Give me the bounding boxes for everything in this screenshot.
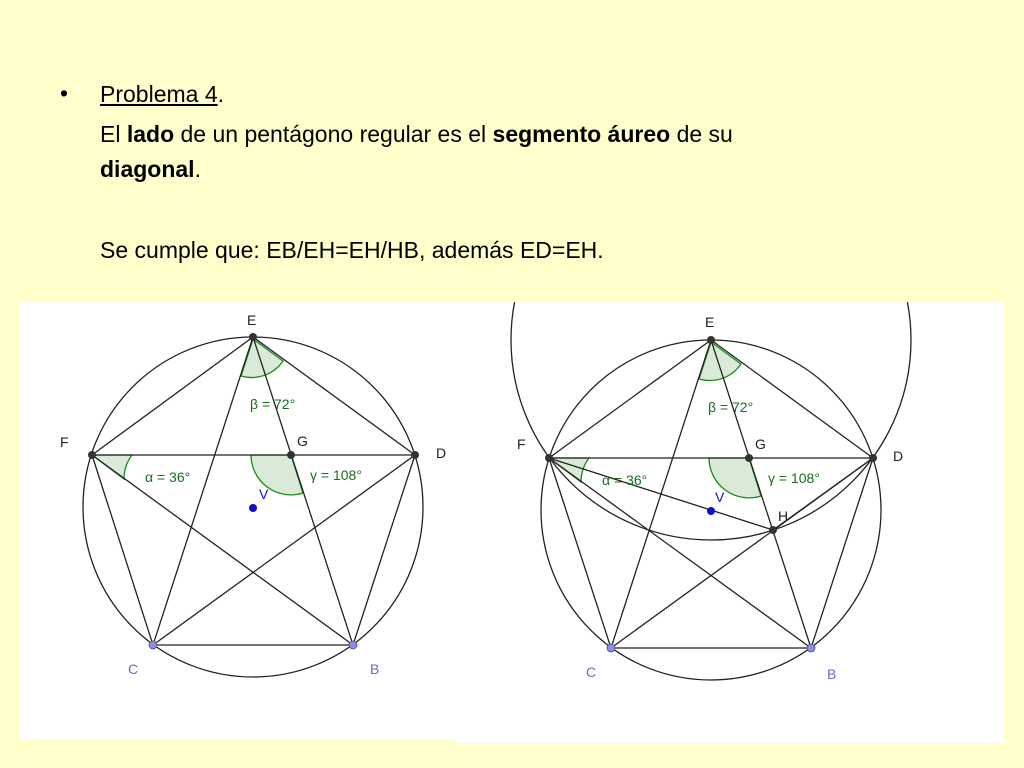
left-point-D bbox=[411, 451, 419, 459]
right-label-C: C bbox=[586, 664, 597, 680]
left-point-E bbox=[249, 333, 257, 341]
relation-text: Se cumple que: EB/EH=EH/HB, además ED=EH. bbox=[100, 237, 604, 263]
right-angle-gamma-label: γ = 108° bbox=[768, 470, 820, 486]
left-angle-beta-arc bbox=[241, 339, 283, 378]
right-label-V: V bbox=[715, 489, 725, 505]
right-points bbox=[545, 336, 877, 652]
bullet-marker: • bbox=[60, 80, 69, 106]
left-point-C bbox=[149, 641, 157, 649]
left-label-F: F bbox=[60, 434, 69, 450]
left-label-V: V bbox=[259, 486, 269, 502]
problem-title: Problema 4 bbox=[100, 81, 218, 107]
right-label-G: G bbox=[755, 436, 766, 452]
left-point-V bbox=[249, 504, 257, 512]
right-point-F bbox=[545, 454, 553, 462]
left-label-G: G bbox=[297, 433, 308, 449]
right-label-E: E bbox=[705, 314, 715, 330]
right-angle-alpha-label: α = 36° bbox=[602, 472, 648, 488]
statement-text: de su bbox=[670, 121, 733, 147]
right-point-B bbox=[807, 644, 815, 652]
left-side-FE bbox=[92, 337, 253, 455]
right-label-H: H bbox=[778, 508, 789, 524]
right-side-FE bbox=[549, 340, 711, 458]
statement-bold-lado: lado bbox=[126, 121, 175, 147]
left-angle-gamma-label: γ = 108° bbox=[310, 467, 362, 483]
right-point-G bbox=[745, 454, 753, 462]
left-diagonal-FB bbox=[92, 455, 353, 645]
right-diagonal-EB bbox=[711, 340, 811, 648]
right-point-D bbox=[869, 454, 877, 462]
right-side-DB bbox=[811, 458, 873, 648]
left-angle-beta-label: β = 72° bbox=[250, 396, 296, 412]
right-diagonal-FB bbox=[549, 458, 811, 648]
statement-text: . bbox=[194, 156, 201, 182]
right-point-C bbox=[607, 644, 615, 652]
statement-text: El bbox=[100, 121, 127, 147]
statement-text: de un pentágono regular es el bbox=[174, 121, 493, 147]
left-diagonal-EC bbox=[153, 337, 253, 645]
right-point-V bbox=[707, 507, 715, 515]
right-point-H bbox=[769, 526, 777, 534]
left-point-G bbox=[287, 451, 295, 459]
right-angle-beta-arc bbox=[699, 342, 741, 381]
left-label-D: D bbox=[436, 445, 447, 461]
left-points bbox=[88, 333, 419, 649]
right-label-D: D bbox=[893, 448, 904, 464]
right-label-B: B bbox=[827, 666, 837, 682]
statement-bold-segmento: segmento áureo bbox=[492, 121, 671, 147]
left-label-C: C bbox=[128, 661, 139, 677]
left-side-DB bbox=[353, 455, 415, 645]
left-label-E: E bbox=[247, 312, 257, 328]
problem-title-punct: . bbox=[217, 81, 225, 107]
statement-bold-diagonal: diagonal bbox=[100, 156, 195, 182]
right-point-E bbox=[707, 336, 715, 344]
left-label-B: B bbox=[370, 661, 380, 677]
right-label-F: F bbox=[517, 436, 526, 452]
left-angle-alpha-label: α = 36° bbox=[145, 469, 191, 485]
left-point-F bbox=[88, 451, 96, 459]
left-point-B bbox=[349, 641, 357, 649]
right-angle-beta-label: β = 72° bbox=[708, 399, 754, 415]
